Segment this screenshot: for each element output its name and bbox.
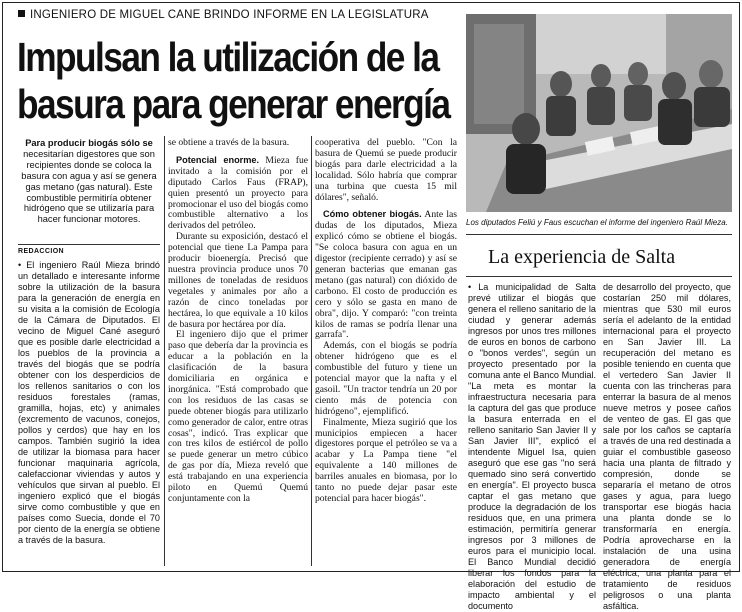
sidebar-top-rule [466, 234, 732, 235]
bullet-square-icon [18, 10, 25, 17]
headline-line-1: Impulsan la utilización de la [17, 34, 439, 80]
sidebar-title-rule [466, 276, 732, 277]
sidebar-column-1-text: • La municipalidad de Salta prevé utilizar el biogás que genera el relleno sanitario de la ciudad y generar además ingresos por unos tres millones de euros en bonos de carbono o "bonos verdes", según un proyecto presentado por la comuna ante el Banco Mundial. "La meta es montar la infraestructura necesaria para la captura del gas que produce la basura enterrada en el relleno sanitario San Javier II y San Javier III", explicó el intendente Miguel Isa, quien aseguró que ese gas "no será quemado sino será convertido en energía". El proyecto busca captar el gas metano que produce la degradación de los residuos que, en una primera estimación, permitiría generar ingresos por 3 millones de euros para el municipio local. El Banco Mundial decidió liberar los fondos para la elaboración del estudio de impacto ambiental y el documento [468, 282, 596, 611]
column-divider [164, 136, 165, 566]
subhead-como-obtener: Cómo obtener biogás. [323, 209, 422, 220]
column-1-paragraph: • El ingeniero Raúl Mieza brindó un detallado e interesante informe sobre la utilización de la basura para la generación de energía en su visita a la comisión de Ecología de la Cámara de Diputados. El vecino de Miguel Cané aseguró que es posible darle electricidad a los pueblos de la provincia a través del biogás que se podría obtener con los desperdicios de los rellenos sanitarios o con los residuos forestales (ramas, gramilla, hojas, etc) y animales (excremento de vacunos, conejos, pollos y cerdos) que hay en los campos. También sugirió la idea de utilizar la biomasa para hacer funcionar maquinaria agrícola, calefaccionar viviendas y autos y vehículos que sirvan al pueblo. El ingeniero explicó que el biogás sirve como combustible y que en países como Suecia, donde el 70 por ciento de la energía se obtiene a través de la basura. [18, 260, 160, 545]
sidebar-column-1 [468, 282, 596, 611]
column-3-paragraph-3: Además, con el biogás se podría obtener hidrógeno que es el combustible del futuro y tiene un potencial mayor que la nafta y el gasoil. "Un tractor tendría un 20 por ciento más de potencia con hidrógeno", ejemplificó. [315, 340, 457, 417]
sidebar-column-2-text: de desarrollo del proyecto, que costarían 250 mil dólares, mientras que 530 mil euros sería el adelanto de la entidad internacional para el proyecto en San Javier III. La recuperación del metano es posible teniendo en cuenta que el vertedero San Javier II cuenta con las trincheras para enterrar la basura de al menos nueve metros y posee caños de venteo de gas. El gas que sale por los caños se captaría a través de una red destinada a guiar el combustible gaseoso hacia una planta de filtrado y compresión, donde se separaría el metano de otros gases y agua, para luego transportar ese biogás hacia una planta donde se lo transformaría en energía. Podría aprovecharse en la instalación de una usina generadora de energía eléctrica, una planta para el tratamiento de residuos peligrosos o una planta asfáltica. [603, 282, 731, 611]
headline [17, 34, 450, 128]
column-divider [311, 136, 312, 566]
column-3-paragraph-2 [315, 209, 457, 341]
lede-lead-in: Para producir biogás sólo se [25, 138, 153, 148]
meeting-photo-image [466, 14, 732, 212]
article-column-2 [168, 138, 308, 566]
column-2-paragraph-4: El ingeniero dijo que el primer paso que debería dar la provincia es educar a la población en la clasificación de la basura domiciliaria en orgánica e inorgánica. "Está comprobado que con los residuos de las casas se puede obtener biogás para utilizarlo como generador de calor, entre otras cosas", indicó. Tras explicar que con tres kilos de estiércol de pollo se puede generar un metro cúbico de gas por día, Mieza reveló que está trabajando en una experiencia piloto en Quemú Quemú conjuntamente con la [168, 329, 308, 504]
lede-divider [18, 244, 160, 245]
article-column-3 [315, 138, 457, 566]
column-2-paragraph-1: se obtiene a través de la basura. [168, 137, 290, 148]
photo-caption: Los diputados Feliú y Faus escuchan el informe del ingeniero Raúl Mieza. [466, 218, 728, 227]
column-2-paragraph-2-text: Mieza fue invitado a la comisión por el diputado Carlos Faus (FRAP), quien presentó un proyecto para promocionar el uso del biogás como combustible alternativo a los derivados del petróleo. [168, 154, 308, 232]
lede [18, 138, 160, 225]
headline-line-2: basura para generar energía [17, 81, 450, 127]
lede-text: necesitarían digestores que son recipientes donde se coloca la basura con agua y así se genera gas metano (gas natural). Este combustible permitiría obtener hidrógeno que se utilizaría para hacer funcionar motores. [21, 148, 157, 225]
column-2-paragraph-2 [168, 155, 308, 232]
meeting-photo [466, 14, 732, 212]
article-column-1 [18, 260, 160, 565]
column-3-paragraph-2-text: Ante las dudas de los diputados, Mieza explicó cómo se obtiene el biogás. "Se coloca basura con agua en un digestor (recipiente cerrado) y así se generan bacterias que emanan gas metano (gas natural) con dióxido de carbono. El costo de producción es cero y sólo se gasta en mano de obra", dijo. Y comparó: "con treinta kilos de ramas se podría llenar una garrafa". [315, 209, 457, 341]
sidebar-title: La experiencia de Salta [488, 246, 676, 268]
sidebar-column-2 [603, 282, 731, 611]
subhead-potencial: Potencial enorme. [176, 154, 260, 165]
column-2-paragraph-3: Durante su exposición, destacó el potencial que tiene La Pampa para producir bioenergía. Precisó que nuestra provincia produce unos 70 millones de toneladas de residuos vegetales y animales por año a razón de cinco toneladas por hectárea, lo que equivale a 10 kilos de basura por hectárea por día. [168, 231, 308, 330]
kicker [18, 9, 448, 21]
byline: REDACCION [18, 248, 64, 255]
column-3-paragraph-1: cooperativa del pueblo. "Con la basura de Quemú se puede producir biogás para darle electricidad a la localidad. Sólo habría que comprar una turbina que cuesta 15 mil dólares", señaló. [315, 137, 457, 203]
column-3-paragraph-4: Finalmente, Mieza sugirió que los municipios empiecen a hacer digestores porque el petróleo se va a acabar y La Pampa tiene "el equivalente a 140 millones de barriles anuales en biomasa, por lo tanto no puede dejar pasar este potencial para hacer biogás". [315, 416, 457, 504]
kicker-text: INGENIERO DE MIGUEL CANE BRINDO INFORME EN LA LEGISLATURA [30, 9, 429, 21]
